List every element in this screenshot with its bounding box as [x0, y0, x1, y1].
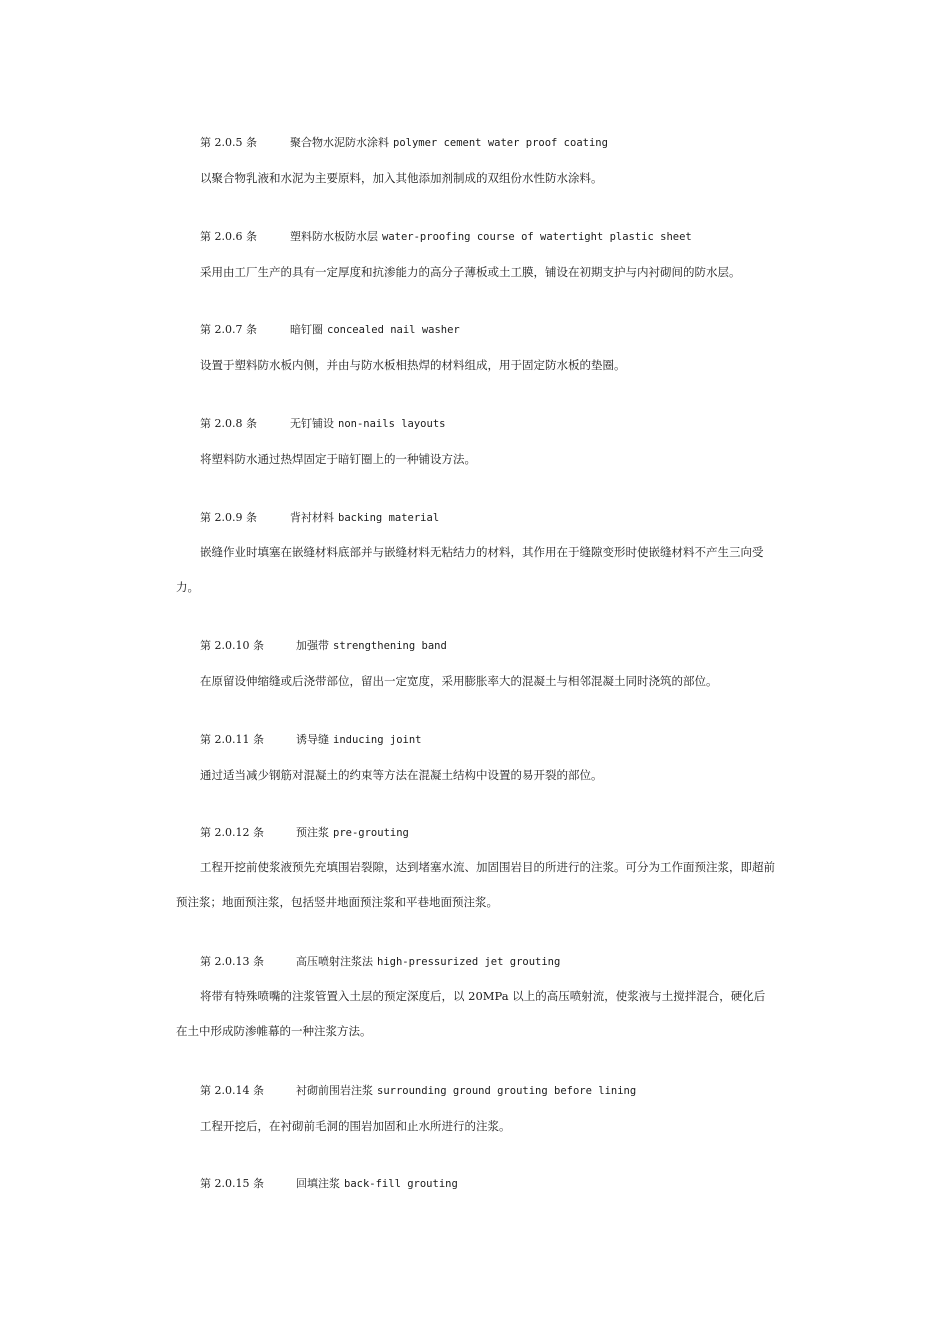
clause-definition: 通过适当减少钢筋对混凝土的约束等方法在混凝土结构中设置的易开裂的部位。	[200, 768, 603, 782]
clause-2-0-9	[176, 511, 776, 605]
clause-heading	[176, 1177, 776, 1191]
clause-heading	[176, 639, 776, 653]
term-chinese: 暗钉圈	[290, 323, 323, 336]
clause-2-0-14	[176, 1084, 776, 1133]
term-chinese: 回填注浆	[296, 1177, 340, 1190]
clause-2-0-13	[176, 955, 776, 1049]
clause-2-0-10	[176, 639, 776, 688]
term-english: surrounding ground grouting before lining	[377, 1085, 637, 1097]
clause-2-0-15	[176, 1177, 776, 1191]
clause-2-0-5	[176, 136, 776, 185]
clause-heading	[176, 323, 776, 337]
clause-number: 第 2.0.8 条	[200, 417, 257, 430]
term-english: strengthening band	[333, 640, 447, 652]
clause-number: 第 2.0.10 条	[200, 639, 264, 652]
term-chinese: 背衬材料	[290, 511, 334, 524]
clause-number: 第 2.0.7 条	[200, 323, 257, 336]
clause-number: 第 2.0.5 条	[200, 136, 257, 149]
term-chinese: 聚合物水泥防水涂料	[290, 136, 389, 149]
clause-2-0-12	[176, 826, 776, 920]
term-chinese: 塑料防水板防水层	[290, 230, 378, 243]
clause-definition: 设置于塑料防水板内侧，并由与防水板相热焊的材料组成，用于固定防水板的垫圈。	[200, 358, 626, 372]
clause-heading	[176, 733, 776, 747]
term-english: back-fill grouting	[344, 1178, 458, 1190]
clause-definition: 将塑料防水通过热焊固定于暗钉圈上的一种铺设方法。	[200, 452, 476, 466]
clause-definition: 工程开挖后，在衬砌前毛洞的围岩加固和止水所进行的注浆。	[200, 1119, 511, 1133]
term-chinese: 预注浆	[296, 826, 329, 839]
clause-2-0-11	[176, 733, 776, 782]
clause-heading	[176, 511, 776, 525]
clause-heading	[176, 826, 776, 840]
term-chinese: 高压喷射注浆法	[296, 955, 373, 968]
term-english: backing material	[338, 512, 440, 524]
term-chinese: 加强带	[296, 639, 329, 652]
clause-heading	[176, 230, 776, 244]
term-english: pre-grouting	[333, 827, 409, 839]
clause-definition: 嵌缝作业时填塞在嵌缝材料底部并与嵌缝材料无粘结力的材料，其作用在于缝隙变形时使嵌缝材料不产生三向受力。	[176, 545, 764, 594]
clause-number: 第 2.0.13 条	[200, 955, 264, 968]
clause-heading	[176, 417, 776, 431]
term-chinese: 无钉铺设	[290, 417, 334, 430]
clause-heading	[176, 1084, 776, 1098]
term-chinese: 诱导缝	[296, 733, 329, 746]
clause-2-0-6	[176, 230, 776, 279]
term-english: inducing joint	[333, 734, 422, 746]
clause-number: 第 2.0.6 条	[200, 230, 257, 243]
clause-number: 第 2.0.12 条	[200, 826, 264, 839]
term-english: water-proofing course of watertight plastic sheet	[382, 231, 692, 243]
term-english: polymer cement water proof coating	[393, 137, 608, 149]
clause-number: 第 2.0.14 条	[200, 1084, 264, 1097]
clause-number: 第 2.0.9 条	[200, 511, 257, 524]
clause-heading	[176, 136, 776, 150]
clause-definition: 以聚合物乳液和水泥为主要原料，加入其他添加剂制成的双组份水性防水涂料。	[200, 171, 603, 185]
clause-definition: 工程开挖前使浆液预先充填围岩裂隙，达到堵塞水流、加固围岩目的所进行的注浆。可分为工作面预注浆，即超前预注浆；地面预注浆，包括竖井地面预注浆和平巷地面预注浆。	[176, 860, 775, 909]
clause-2-0-7	[176, 323, 776, 372]
term-chinese: 衬砌前围岩注浆	[296, 1084, 373, 1097]
clause-2-0-8	[176, 417, 776, 466]
term-english: non-nails layouts	[338, 418, 446, 430]
clause-heading	[176, 955, 776, 969]
clause-number: 第 2.0.15 条	[200, 1177, 264, 1190]
clause-definition: 将带有特殊喷嘴的注浆管置入土层的预定深度后，以 20MPa 以上的高压喷射流，使浆液与土搅拌混合，硬化后在土中形成防渗帷幕的一种注浆方法。	[176, 989, 766, 1038]
term-english: high-pressurized jet grouting	[377, 956, 561, 968]
clause-definition: 在原留设伸缩缝或后浇带部位，留出一定宽度，采用膨胀率大的混凝土与相邻混凝土同时浇筑的部位。	[200, 674, 718, 688]
clause-number: 第 2.0.11 条	[200, 733, 264, 746]
term-english: concealed nail washer	[327, 324, 460, 336]
clause-definition: 采用由工厂生产的具有一定厚度和抗渗能力的高分子薄板或土工膜，铺设在初期支护与内衬砌间的防水层。	[200, 265, 741, 279]
